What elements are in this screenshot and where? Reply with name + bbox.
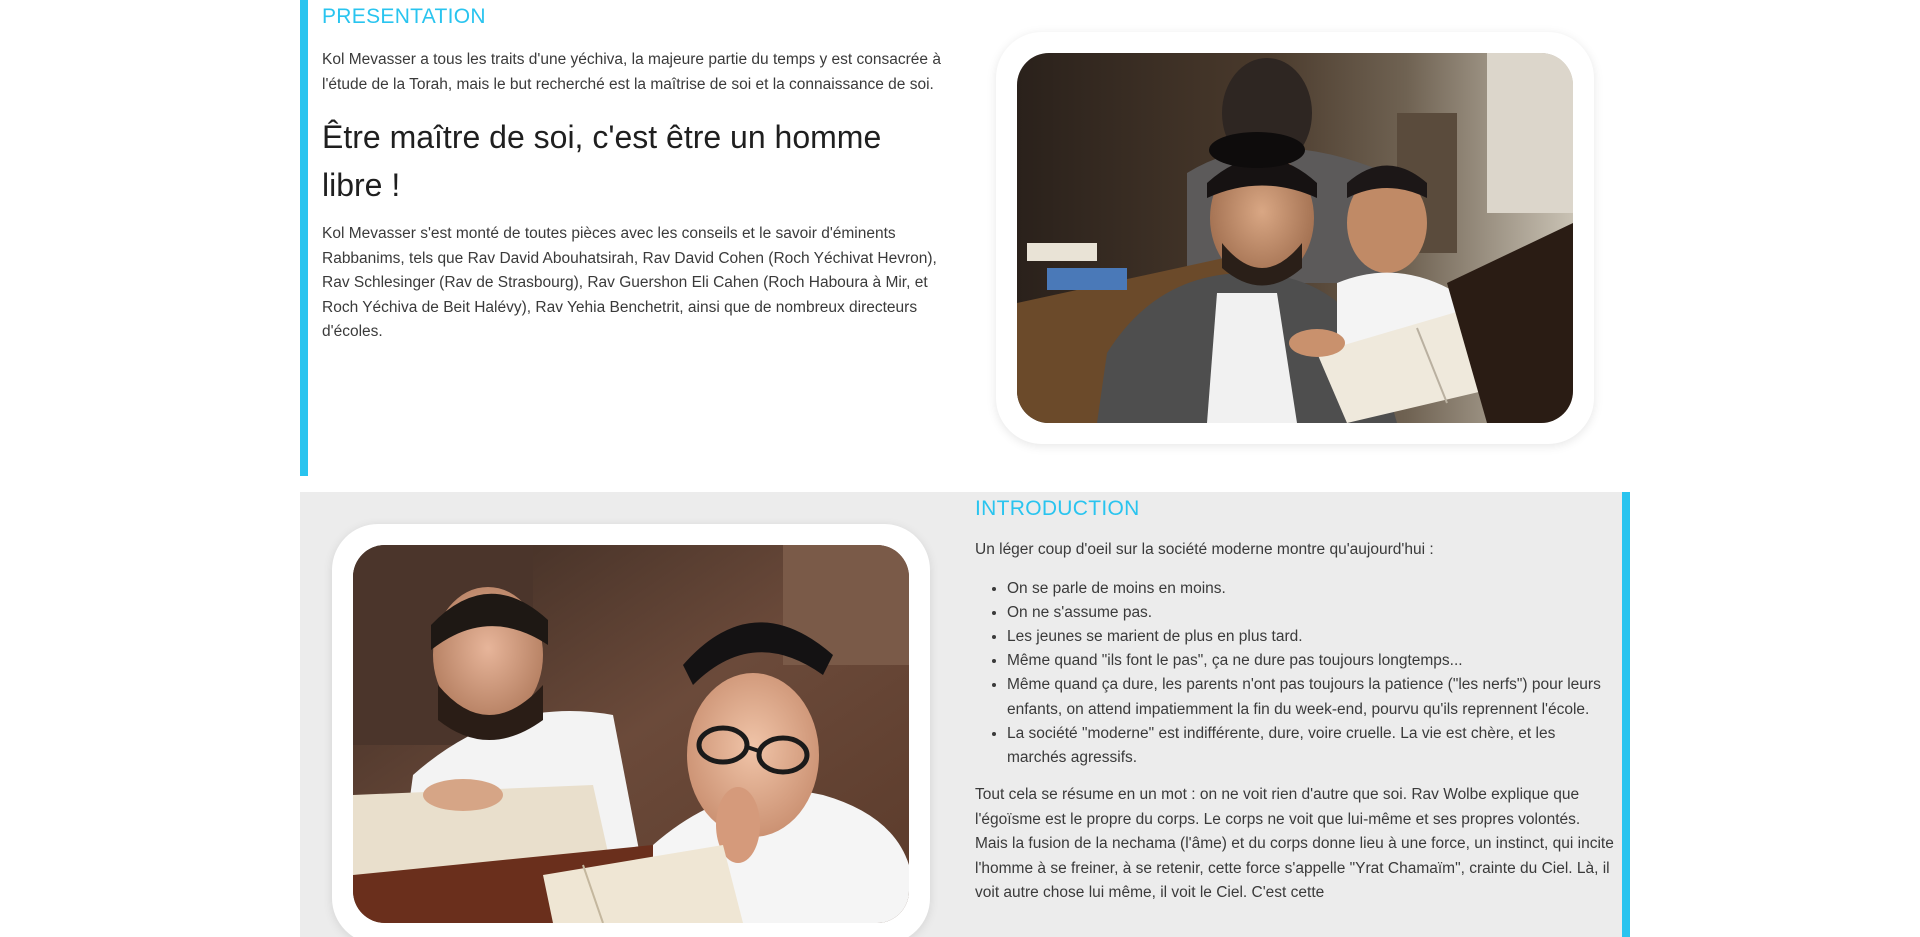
presentation-text — [322, 0, 947, 345]
list-item: • Même quand ça dure, les parents n'ont pas toujours la patience ("les nerfs") pour leurs enfants, on attend impatiemment la fin du week-end, pourvu qu'ils reprennent l'école. — [1007, 673, 1615, 721]
presentation-paragraph-2: Kol Mevasser s'est monté de toutes pièces avec les conseils et le savoir d'éminents Rabbanims, tels que Rav David Abouhatsirah, Rav David Cohen (Roch Yéchivat Hevron), Rav Schlesinger (Rav de Strasbourg), Rav Guershon Eli Cahen (Roch Haboura à Mir, et Roch Yéchiva de Beit Halévy), Rav Yehia Benchetrit, ainsi que de nombreux directeurs d'écoles. — [322, 225, 937, 340]
list-item: • On ne s'assume pas. — [1007, 601, 1615, 625]
two-students-reading-photo — [353, 545, 909, 923]
presentation-photo-frame — [996, 32, 1594, 444]
introduction-title: INTRODUCTION — [975, 497, 1140, 520]
introduction-paragraph: Tout cela se résume en un mot : on ne voit rien d'autre que soi. Rav Wolbe explique que l'égoïsme est le propre du corps. Le corps ne voit que lui-même et ses propres volontés. Mais la fusion de la nechama (l'âme) et du corps donne lieu à une force, un instinct, qui incite l'homme à se freiner, à se retenir, cette force s'appelle "Yrat Chamaïm", crainte du Ciel. Là, il voit autre chose lui même, il voit le Ciel. C'est cette — [975, 786, 1614, 902]
introduction-section — [300, 492, 1630, 937]
list-item: • Les jeunes se marient de plus en plus tard. — [1007, 625, 1615, 649]
students-studying-photo — [1017, 53, 1573, 423]
presentation-paragraph-1: Kol Mevasser a tous les traits d'une yéchiva, la majeure partie du temps y est consacrée à l'étude de la Torah, mais le but recherché est la maîtrise de soi et la connaissance de soi. — [322, 51, 941, 93]
presentation-photo — [1017, 53, 1573, 423]
introduction-bullet-list — [975, 577, 1615, 771]
presentation-heading: Être maître de soi, c'est être un homme libre ! — [322, 119, 882, 203]
introduction-accent-bar — [1622, 492, 1630, 937]
list-item: • Même quand "ils font le pas", ça ne dure pas toujours longtemps... — [1007, 649, 1615, 673]
introduction-text — [975, 492, 1615, 906]
presentation-section — [300, 0, 1600, 476]
presentation-accent-bar — [300, 0, 308, 476]
introduction-photo — [353, 545, 909, 923]
introduction-photo-frame — [332, 524, 930, 937]
list-item: • La société "moderne" est indifférente, dure, voire cruelle. La vie est chère, et les marchés agressifs. — [1007, 722, 1615, 770]
introduction-lead: Un léger coup d'oeil sur la société moderne montre qu'aujourd'hui : — [975, 541, 1434, 558]
list-item: • On se parle de moins en moins. — [1007, 577, 1615, 601]
presentation-title: PRESENTATION — [322, 5, 486, 28]
